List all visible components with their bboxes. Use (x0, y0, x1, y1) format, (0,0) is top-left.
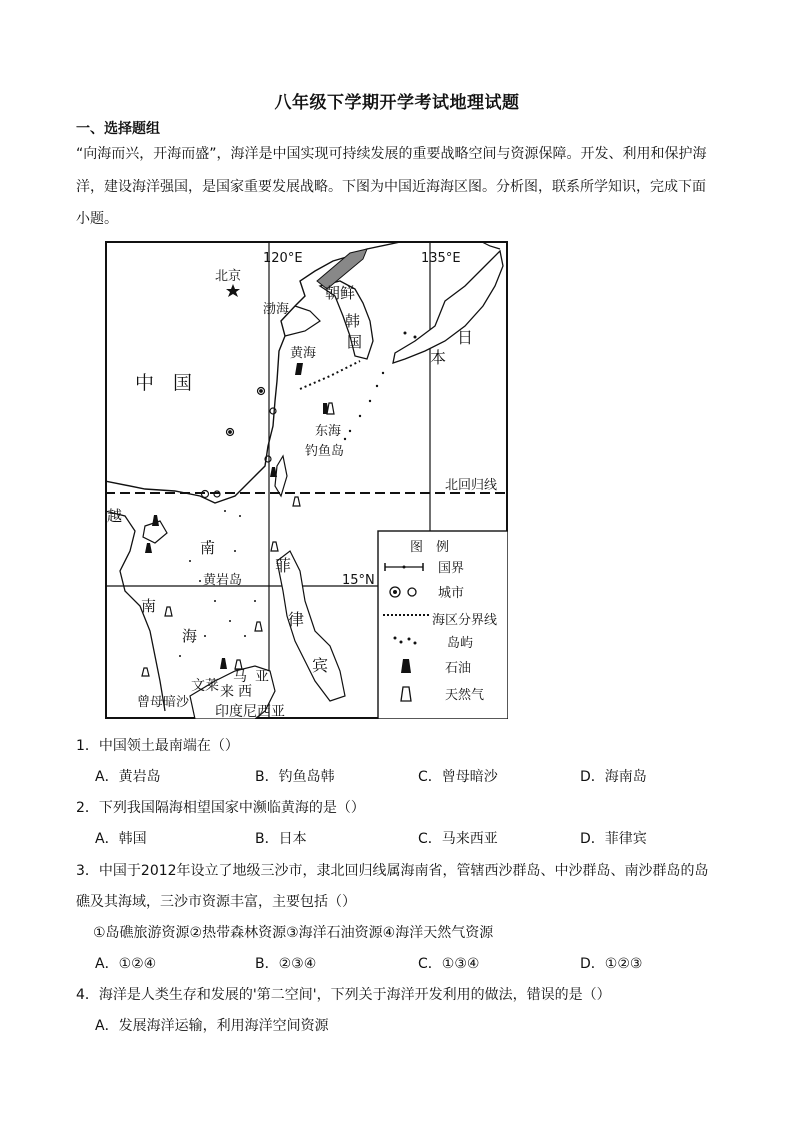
lon-120-label: 120°E (263, 251, 303, 266)
yindunixiya-label: 印度尼西亚 (215, 704, 285, 719)
q1-option-a[interactable]: A．黄岩岛 (95, 769, 161, 785)
feilvbin-label-1: 菲 (275, 556, 292, 575)
legend-title: 图 例 (410, 540, 450, 555)
intro-line-2: 洋，建设海洋强国，是国家重要发展战略。下图为中国近海海区图。分析图，联系所学知识，完成下面 (76, 179, 706, 195)
q3-option-b[interactable]: B．②③④ (255, 956, 317, 972)
question-1-stem: 1．中国领土最南端在（） (76, 738, 239, 754)
malaixiya-label-3: 西 (238, 684, 252, 700)
question-3-stem-line-1: 3．中国于2012年设立了地级三沙市，隶北回归线属海南省，管辖西沙群岛、中沙群岛、南沙群岛的岛 (76, 863, 709, 879)
intro-line-3: 小题。 (76, 211, 118, 227)
malaixiya-label-1: 马 (233, 669, 247, 685)
yue-label: 越 (107, 507, 123, 525)
riben-label-2: 本 (430, 348, 447, 367)
huanghai-label: 黄海 (290, 346, 317, 361)
q2-option-b[interactable]: B．日本 (255, 831, 307, 847)
nanhai-label-2: 海 (182, 627, 198, 645)
feilvbin-label-3: 宾 (312, 656, 329, 675)
legend-gas: 天然气 (445, 688, 485, 703)
china-seas-map (105, 241, 508, 719)
lon-135-label: 135°E (421, 251, 461, 266)
nan2-label: 南 (141, 597, 157, 615)
malaixiya-label-4: 亚 (255, 669, 269, 685)
lat-15-label: 15°N (342, 573, 375, 588)
page-title: 八年级下学期开学考试地理试题 (274, 93, 520, 113)
beijing-label: 北京 (215, 269, 242, 284)
section-heading: 一、选择题组 (76, 121, 160, 137)
tropic-label: 北回归线 (445, 478, 498, 493)
question-3-stem-line-2: 礁及其海域，三沙市资源丰富，主要包括（） (76, 894, 356, 910)
q4-option-a[interactable]: A．发展海洋运输，利用海洋空间资源 (95, 1018, 329, 1034)
bohai-label: 渤海 (263, 302, 290, 317)
q2-option-d[interactable]: D．菲律宾 (580, 831, 647, 847)
riben-label-1: 日 (457, 328, 474, 347)
q3-option-a[interactable]: A．①②④ (95, 956, 157, 972)
donghai-label: 东海 (315, 424, 342, 439)
q1-option-b[interactable]: B．钓鱼岛韩 (255, 769, 335, 785)
zengmuansha-label: 曾母暗沙 (137, 695, 190, 710)
diaoyudao-label: 钓鱼岛 (305, 444, 345, 459)
feilvbin-label-2: 律 (288, 610, 305, 629)
question-4-stem: 4．海洋是人类生存和发展的'第二空间'，下列关于海洋开发利用的做法，错误的是（） (76, 987, 611, 1003)
q1-option-d[interactable]: D．海南岛 (580, 769, 647, 785)
q3-option-d[interactable]: D．①②③ (580, 956, 643, 972)
legend-city: 城市 (438, 586, 465, 601)
legend-island: 岛屿 (447, 636, 474, 651)
hanguo-label-1: 韩 (345, 312, 361, 330)
q3-option-c[interactable]: C．①③④ (418, 956, 480, 972)
nanhai-label-1: 南 (200, 539, 216, 557)
q2-option-a[interactable]: A．韩国 (95, 831, 147, 847)
legend-oil: 石油 (445, 661, 472, 676)
intro-line-1: “向海而兴，开海而盛”，海洋是中国实现可持续发展的重要战略空间与资源保障。开发、利用和保护海 (76, 146, 707, 162)
q2-option-c[interactable]: C．马来西亚 (418, 831, 498, 847)
zhongguo-label: 中 国 (135, 372, 193, 394)
wenlai-label: 文莱 (191, 678, 219, 694)
q1-option-c[interactable]: C．曾母暗沙 (418, 769, 498, 785)
map-legend (378, 531, 508, 719)
question-2-stem: 2．下列我国隔海相望国家中濒临黄海的是（） (76, 800, 365, 816)
huangyandao-label: 黄岩岛 (203, 573, 243, 588)
hanguo-label-2: 国 (347, 333, 363, 351)
legend-sea-boundary: 海区分界线 (432, 613, 498, 628)
q3-items: ①岛礁旅游资源②热带森林资源③海洋石油资源④海洋天然气资源 (93, 925, 494, 941)
legend-border: 国界 (438, 561, 465, 576)
chaoxian-label: 朝鲜 (325, 284, 356, 302)
malaixiya-label-2: 来 (220, 684, 234, 700)
